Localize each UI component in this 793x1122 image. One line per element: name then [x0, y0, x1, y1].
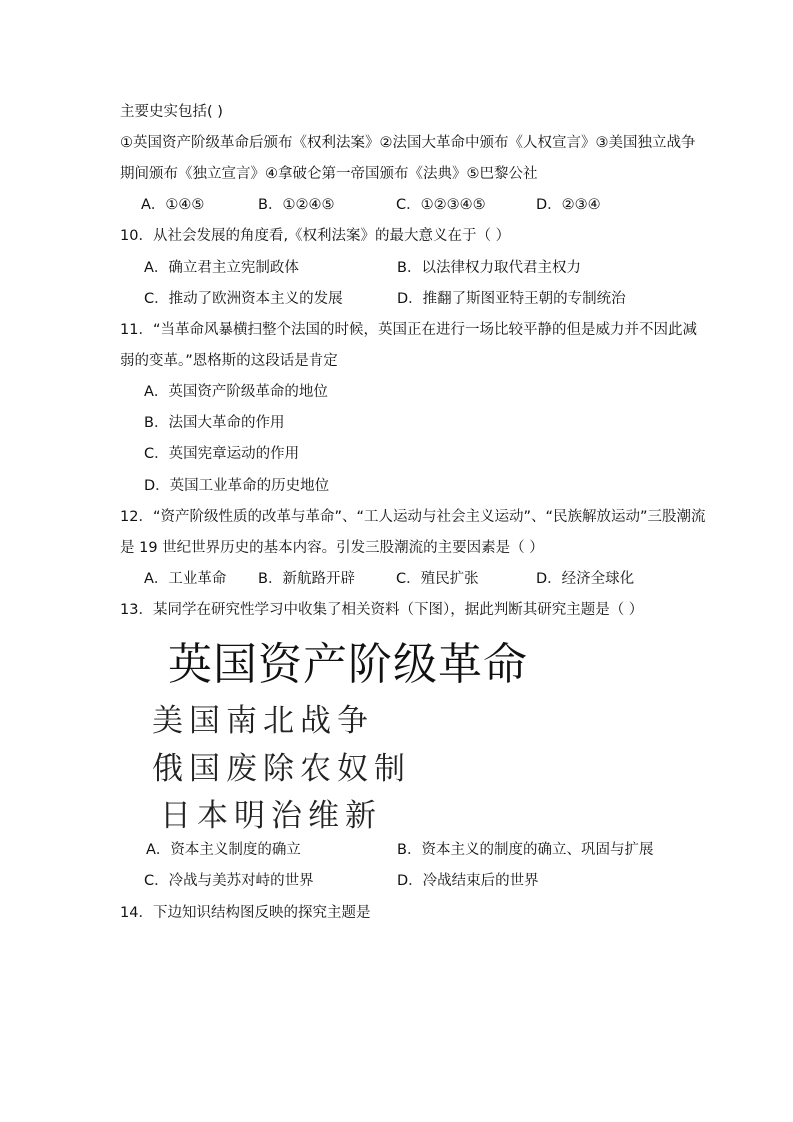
q13-image-line2: 美国南北战争: [152, 703, 374, 739]
q10-option-d: D．推翻了斯图亚特王朝的专制统治: [397, 291, 626, 307]
q9-option-d: D．②③④: [536, 197, 601, 213]
q13-option-c: C．冷战与美苏对峙的世界: [144, 873, 314, 889]
q13-option-b: B．资本主义的制度的确立、巩固与扩展: [397, 842, 654, 858]
q13-image-line4: 日本明治维新: [160, 798, 382, 834]
q9-stem-tail: 主要史实包括( ): [120, 104, 223, 120]
q10-stem: 10．从社会发展的角度看,《权利法案》的最大意义在于（ ）: [120, 228, 511, 244]
q13-image-line3: 俄国废除农奴制: [152, 751, 411, 787]
q11-option-d: D．英国工业革命的历史地位: [144, 478, 330, 494]
q14-stem: 14．下边知识结构图反映的探究主题是: [120, 905, 371, 921]
q9-facts-line1: ①英国资产阶级革命后颁布《权利法案》②法国大革命中颁布《人权宣言》③美国独立战争: [120, 135, 696, 151]
q13-image-line1: 英国资产阶级革命: [168, 639, 528, 690]
q10-option-c: C．推动了欧洲资本主义的发展: [144, 291, 343, 307]
q12-stem-line1: 12．“资产阶级性质的改革与革命”、“工人运动与社会主义运动”、“民族解放运动”三股潮流: [120, 509, 706, 525]
q9-option-c: C．①②③④⑤: [396, 197, 486, 213]
q10-option-b: B．以法律权力取代君主权力: [397, 260, 581, 276]
q11-option-c: C．英国宪章运动的作用: [144, 446, 300, 462]
q11-stem-line1: 11．“当革命风暴横扫整个法国的时候，英国正在进行一场比较平静的但是威力并不因此减: [120, 322, 697, 338]
q12-stem-line2: 是 19 世纪世界历史的基本内容。引发三股潮流的主要因素是（ ）: [120, 540, 544, 556]
q12-option-d: D．经济全球化: [536, 571, 635, 587]
q9-option-b: B．①②④⑤: [258, 197, 335, 213]
q13-option-d: D．冷战结束后的世界: [397, 873, 539, 889]
q13-option-a: A．资本主义制度的确立: [146, 842, 301, 858]
q13-stem: 13．某同学在研究性学习中收集了相关资料（下图），据此判断其研究主题是（ ）: [120, 602, 644, 618]
q11-option-b: B．法国大革命的作用: [144, 415, 285, 431]
q11-stem-line2: 弱的变革。”恩格斯的这段话是肯定: [120, 353, 338, 369]
q11-option-a: A．英国资产阶级革命的地位: [144, 384, 328, 400]
q10-option-a: A．确立君主立宪制政体: [144, 260, 299, 276]
q12-option-b: B．新航路开辟: [258, 571, 355, 587]
q12-option-a: A．工业革命: [144, 571, 227, 587]
q9-option-a: A．①④⑤: [141, 197, 205, 213]
q12-option-c: C．殖民扩张: [396, 571, 479, 587]
q9-facts-line2: 期间颁布《独立宣言》④拿破仑第一帝国颁布《法典》⑤巴黎公社: [120, 166, 538, 182]
